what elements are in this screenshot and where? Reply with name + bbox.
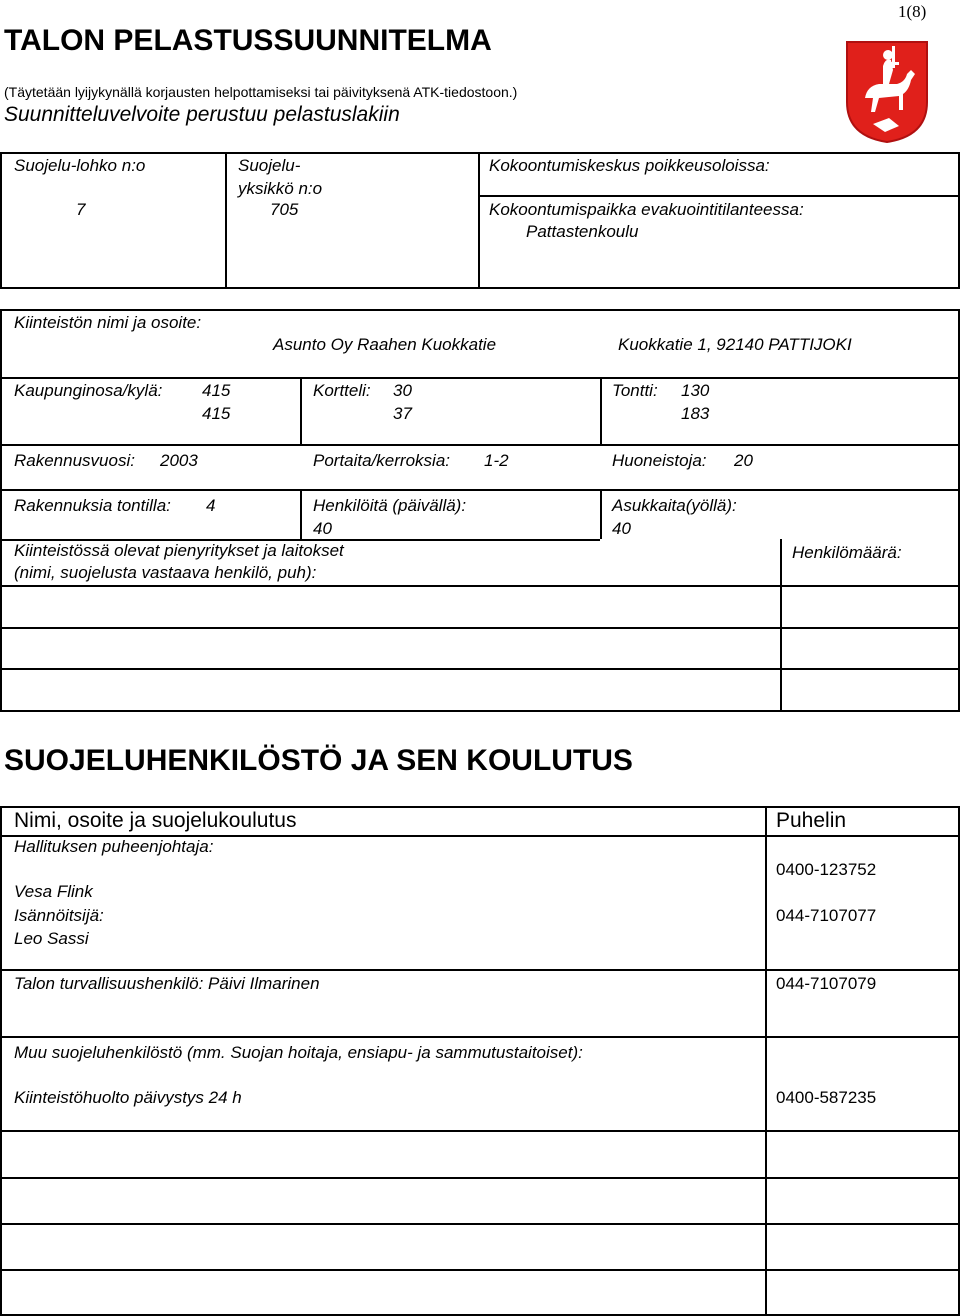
kokoontumiskeskus-label: Kokoontumiskeskus poikkeusoloissa: — [489, 156, 770, 175]
fill-instruction: (Täytetään lyijykynällä korjausten helpottamiseksi tai päivityksenä ATK-tiedostoon.) — [4, 84, 518, 100]
chair-name: Vesa Flink — [14, 882, 93, 901]
coat-of-arms-icon — [845, 40, 929, 144]
kaupunginosa-label: Kaupunginosa/kylä: — [14, 381, 163, 400]
huoneistoja-value: 20 — [734, 451, 753, 470]
tontti-label: Tontti: — [612, 381, 658, 400]
henkilomaara-label: Henkilömäärä: — [792, 543, 902, 562]
lohko-label: Suojelu-lohko n:o — [14, 156, 146, 175]
huoneistoja-label: Huoneistoja: — [612, 451, 707, 470]
kortteli-value-2: 37 — [393, 404, 412, 423]
kokoontumispaikka-label: Kokoontumispaikka evakuointitilanteessa: — [489, 200, 804, 219]
henkiloita-value: 40 — [313, 519, 332, 538]
manager-label: Isännöitsijä: — [14, 906, 104, 925]
maintenance-label: Kiinteistöhuolto päivystys 24 h — [14, 1088, 242, 1107]
lohko-value: 7 — [76, 200, 86, 219]
kaupunginosa-value-2: 415 — [202, 404, 231, 423]
section-title: SUOJELUHENKILÖSTÖ JA SEN KOULUTUS — [4, 744, 633, 777]
maintenance-phone: 0400-587235 — [776, 1088, 877, 1107]
manager-name: Leo Sassi — [14, 929, 89, 948]
tontti-value-2: 183 — [681, 404, 710, 423]
tontti-value-1: 130 — [681, 381, 710, 400]
asukkaita-value: 40 — [612, 519, 631, 538]
other-personnel-label: Muu suojeluhenkilöstö (mm. Suojan hoitaja, ensiapu- ja sammutustaitoiset): — [14, 1043, 583, 1062]
yksikko-value: 705 — [270, 200, 299, 219]
pienyritykset-label-2: (nimi, suojelusta vastaava henkilö, puh): — [14, 563, 317, 582]
manager-phone: 044-7107077 — [776, 906, 877, 925]
page-number: 1(8) — [898, 2, 927, 21]
col-header-name: Nimi, osoite ja suojelukoulutus — [14, 809, 297, 832]
subtitle: Suunnitteluvelvoite perustuu pelastuslakiin — [4, 103, 400, 126]
name-address-label: Kiinteistön nimi ja osoite: — [14, 313, 202, 332]
rakennuksia-value: 4 — [206, 496, 216, 515]
rakennusvuosi-value: 2003 — [160, 451, 198, 470]
kortteli-label: Kortteli: — [313, 381, 371, 400]
portaita-label: Portaita/kerroksia: — [313, 451, 450, 470]
kaupunginosa-value-1: 415 — [202, 381, 231, 400]
safety-phone: 044-7107079 — [776, 974, 877, 993]
kokoontumispaikka-value: Pattastenkoulu — [526, 222, 639, 241]
col-header-phone: Puhelin — [776, 809, 847, 832]
rakennuksia-label: Rakennuksia tontilla: — [14, 496, 171, 515]
asukkaita-label: Asukkaita(yöllä): — [612, 496, 737, 515]
pienyritykset-label: Kiinteistössä olevat pienyritykset ja laitokset — [14, 541, 344, 560]
yksikko-label: Suojelu- — [238, 156, 301, 175]
yksikko-label-2: yksikkö n:o — [238, 179, 323, 198]
safety-person: Talon turvallisuushenkilö: Päivi Ilmarinen — [14, 974, 320, 993]
property-name: Asunto Oy Raahen Kuokkatie — [273, 335, 497, 354]
property-address: Kuokkatie 1, 92140 PATTIJOKI — [618, 335, 852, 354]
chair-label: Hallituksen puheenjohtaja: — [14, 837, 214, 856]
portaita-value: 1-2 — [484, 451, 509, 470]
kortteli-value-1: 30 — [393, 381, 412, 400]
chair-phone: 0400-123752 — [776, 860, 877, 879]
henkiloita-label: Henkilöitä (päivällä): — [313, 496, 467, 515]
page-title: TALON PELASTUSSUUNNITELMA — [4, 24, 492, 57]
rakennusvuosi-label: Rakennusvuosi: — [14, 451, 135, 470]
